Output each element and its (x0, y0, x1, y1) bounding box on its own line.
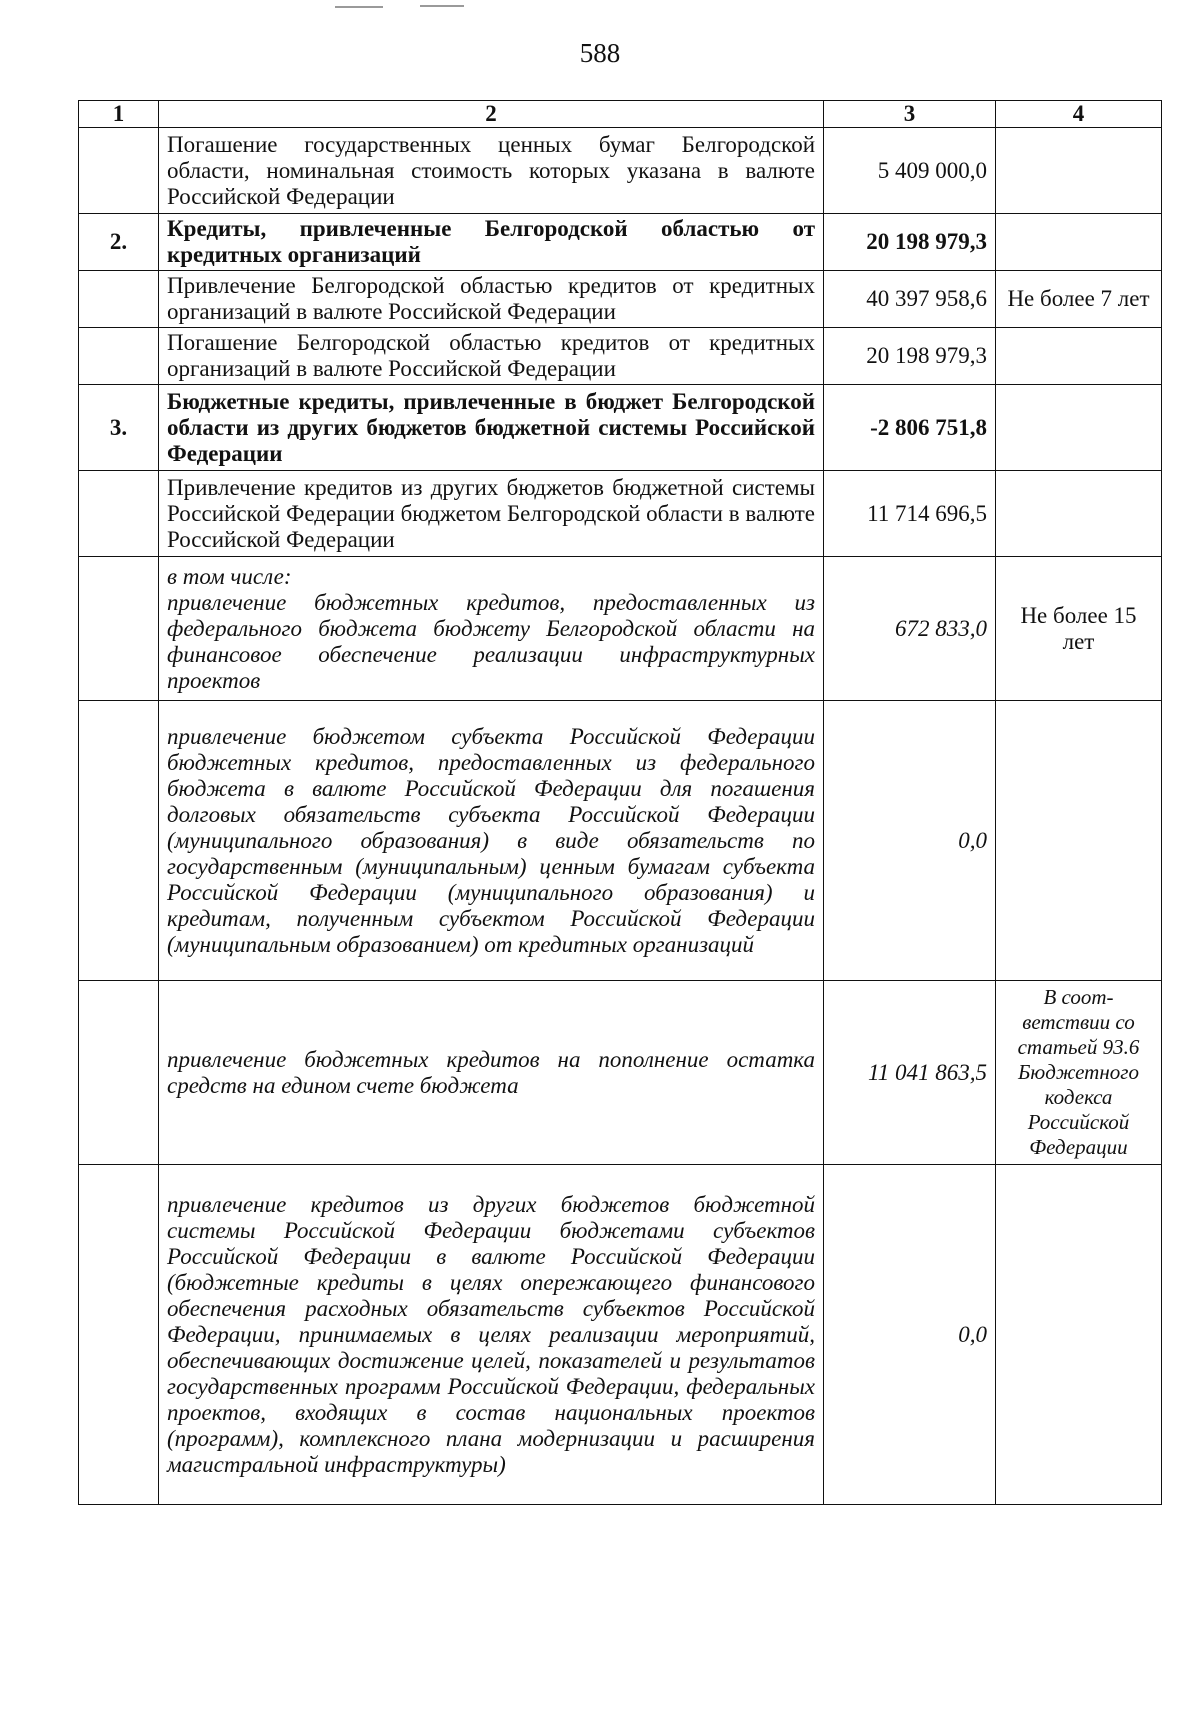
row-amount: 0,0 (824, 1165, 996, 1505)
row-term (996, 471, 1162, 557)
row-description: привлечение бюджетных кредитов на пополнение остатка средств на едином счете бюджета (159, 981, 824, 1165)
row-number (79, 701, 159, 981)
row-amount: 672 833,0 (824, 557, 996, 701)
page-number: 588 (579, 38, 621, 68)
row-description: привлечение кредитов из других бюджетов бюджетной системы Российской Федерации бюджетами субъектов Российской Федерации в валюте Российской Федерации (бюджетные кредиты в целях опережающего финансового обеспечения расходных обязательств субъектов Российской Федерации, принимаемых в целях реализации мероприятий, обеспечивающих достижение целей, показателей и результатов государственных программ Российской Федерации, федеральных проектов, входящих в состав национальных проектов (программ), комплексного плана модернизации и расширения магистральной инфраструктуры) (159, 1165, 824, 1505)
including-label: в том числе: (167, 563, 292, 589)
row-amount: 5 409 000,0 (824, 128, 996, 214)
scan-mark (335, 6, 383, 8)
column-header: 1 (79, 101, 159, 128)
row-number (79, 557, 159, 701)
row-number (79, 128, 159, 214)
row-description: привлечение бюджетом субъекта Российской Федерации бюджетных кредитов, предоставленных из федерального бюджета в валюте Российской Федерации для погашения долговых обязательств субъекта Российской Федерации (муниципального образования) в виде обязательств по государственным (муниципальным) ценным бумагам субъекта Российской Федерации (муниципального образования) и кредитам, полученным субъектом Российской Федерации (муниципальным образованием) от кредитных организаций (159, 701, 824, 981)
table-header-row (79, 101, 1162, 128)
table-row (79, 981, 1162, 1165)
table-row (79, 328, 1162, 385)
row-description: Привлечение Белгородской областью кредитов от кредитных организаций в валюте Российской Федерации (159, 271, 824, 328)
row-term (996, 385, 1162, 471)
row-term (996, 214, 1162, 271)
column-header: 2 (159, 101, 824, 128)
row-term (996, 1165, 1162, 1505)
row-amount: 40 397 958,6 (824, 271, 996, 328)
budget-sources-table (78, 100, 1162, 1505)
table-row (79, 385, 1162, 471)
row-amount: 20 198 979,3 (824, 328, 996, 385)
column-header: 4 (996, 101, 1162, 128)
table-row (79, 1165, 1162, 1505)
table-row (79, 557, 1162, 701)
row-amount: 0,0 (824, 701, 996, 981)
scan-mark (420, 5, 464, 7)
row-description: Бюджетные кредиты, привлеченные в бюджет Белгородской области из других бюджетов бюджетной системы Российской Федерации (159, 385, 824, 471)
row-number (79, 471, 159, 557)
table-row (79, 471, 1162, 557)
table-row (79, 701, 1162, 981)
row-term: Не более 7 лет (996, 271, 1162, 328)
row-amount: -2 806 751,8 (824, 385, 996, 471)
row-number (79, 328, 159, 385)
row-amount: 11 714 696,5 (824, 471, 996, 557)
row-amount: 20 198 979,3 (824, 214, 996, 271)
table-row (79, 214, 1162, 271)
row-term: Не более 15 лет (996, 557, 1162, 701)
row-number (79, 1165, 159, 1505)
row-amount: 11 041 863,5 (824, 981, 996, 1165)
column-header: 3 (824, 101, 996, 128)
row-term: В соот-ветствии со статьей 93.6 Бюджетного кодекса Российской Федерации (996, 981, 1162, 1165)
row-number (79, 271, 159, 328)
table-row (79, 128, 1162, 214)
table-row (79, 271, 1162, 328)
row-number: 2. (79, 214, 159, 271)
row-description: Погашение Белгородской областью кредитов от кредитных организаций в валюте Российской Федерации (159, 328, 824, 385)
row-description: Кредиты, привлеченные Белгородской областью от кредитных организаций (159, 214, 824, 271)
row-number (79, 981, 159, 1165)
row-number: 3. (79, 385, 159, 471)
row-description: Привлечение кредитов из других бюджетов бюджетной системы Российской Федерации бюджетом Белгородской области в валюте Российской Федерации (159, 471, 824, 557)
row-description (159, 557, 824, 701)
row-description: Погашение государственных ценных бумаг Белгородской области, номинальная стоимость которых указана в валюте Российской Федерации (159, 128, 824, 214)
row-term (996, 701, 1162, 981)
row-description-text: привлечение бюджетных кредитов, предоставленных из федерального бюджета бюджету Белгородской области на финансовое обеспечение реализации инфраструктурных проектов (167, 589, 815, 693)
row-term (996, 128, 1162, 214)
row-term (996, 328, 1162, 385)
